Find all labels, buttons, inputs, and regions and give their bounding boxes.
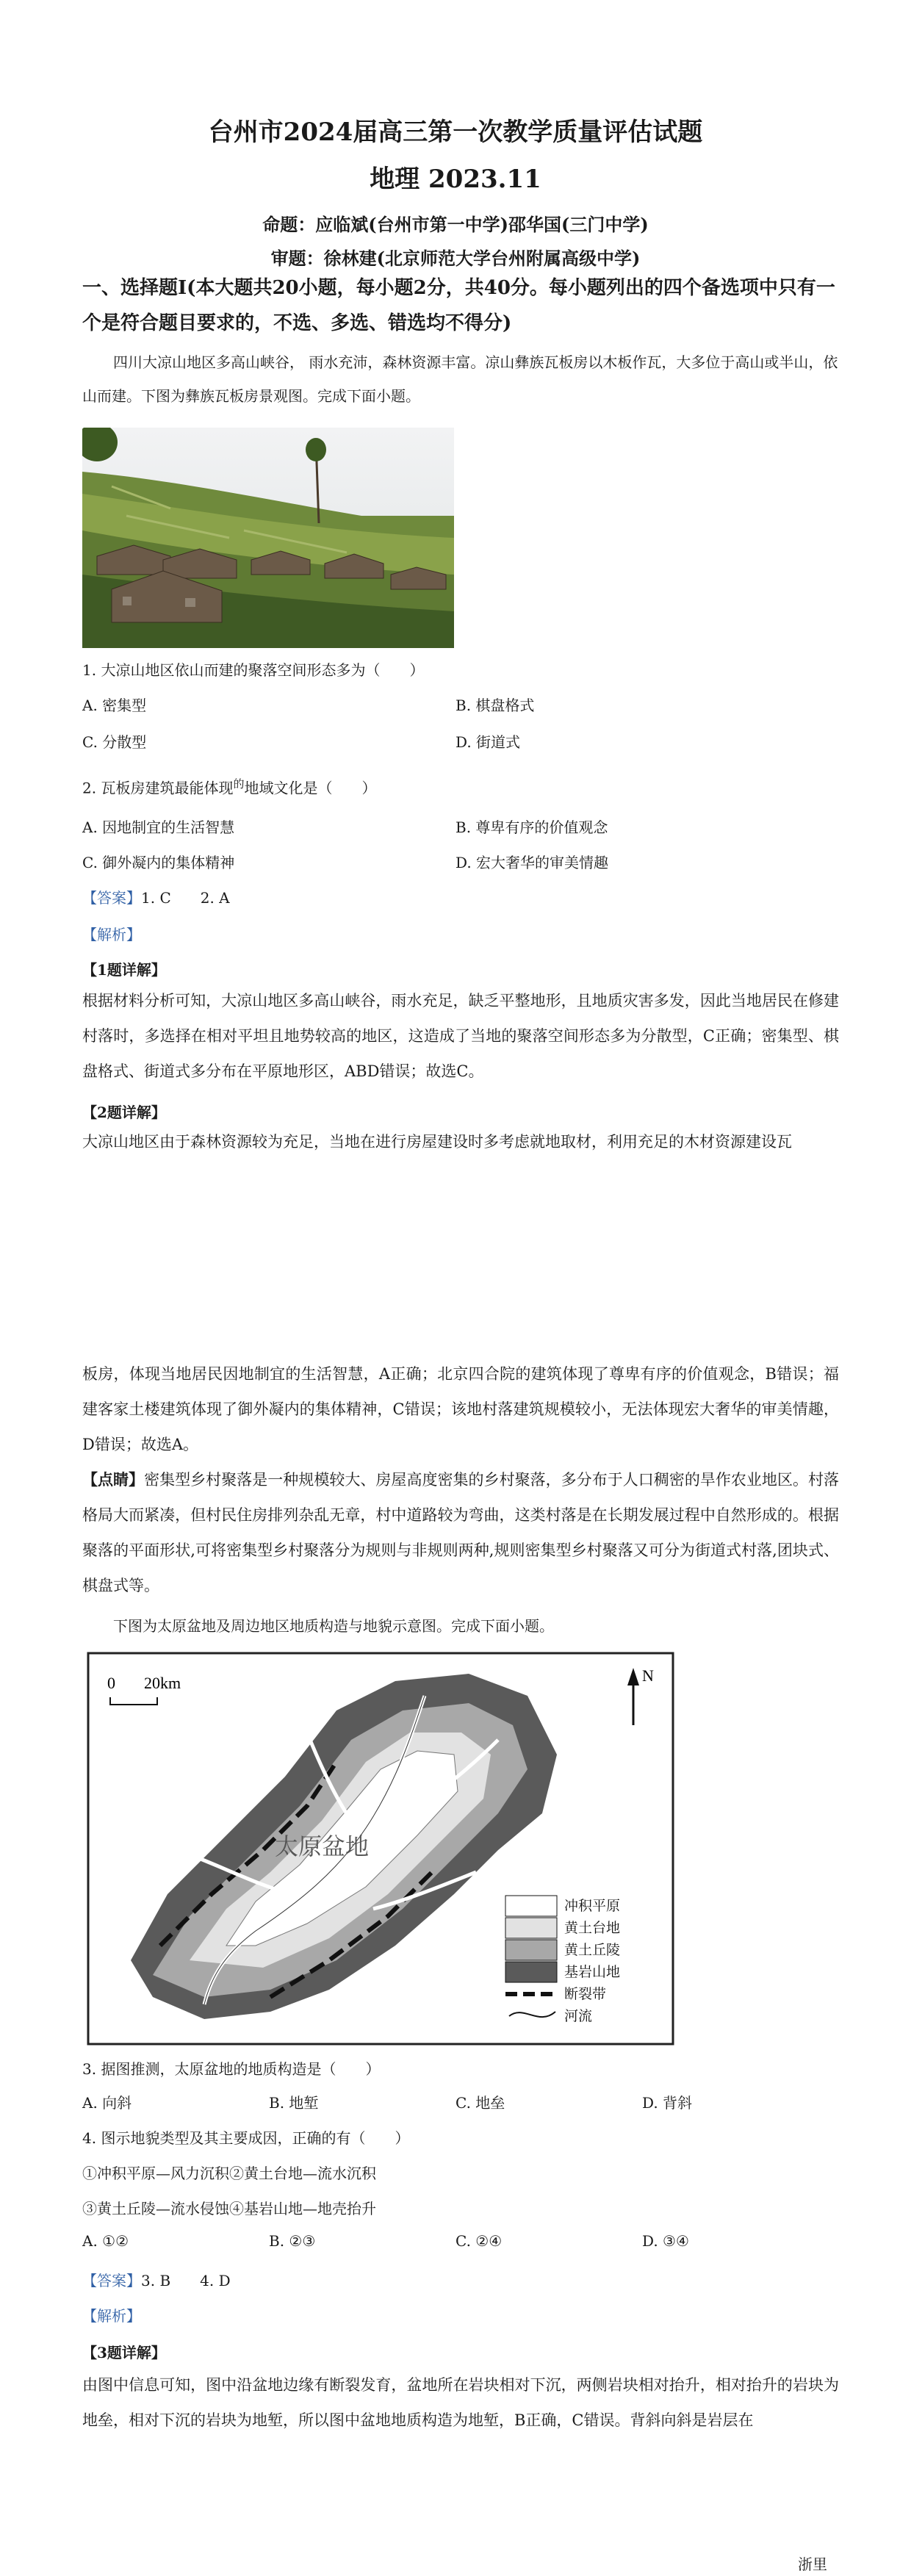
author-line-1: 命题：应临斌(台州市第一中学)邵华国(三门中学) [262, 214, 649, 235]
geology-map-figure [87, 1652, 674, 2046]
legend-swatch-alluvial [505, 1896, 557, 1916]
detail-text-1: 根据材料分析可知，大凉山地区多高山峡谷，雨水充足，缺乏平整地形，且地质灾害多发，因此当地居民在修建村落时，多选择在相对平坦且地势较高的地区，这造成了当地的聚落空间形态多为分散型，C正确；密集型、棋盘格式、街道式多分布在平原地形区，ABD错误；故选C。 [82, 992, 839, 1080]
legend-swatch-bedrock [505, 1962, 557, 1982]
q2-option-a: A. 因地制宜的生活智慧 [82, 819, 235, 836]
q1-option-b: B. 棋盘格式 [455, 697, 535, 714]
q2-option-d: D. 宏大奢华的审美情趣 [455, 854, 609, 871]
section-heading-line-1: 一、选择题Ⅰ(本大题共20小题，每小题2分，共40分。每小题列出的四个备选项中只有一 [82, 277, 835, 299]
q2-stem-post: 地域文化是（ ） [244, 779, 377, 797]
intro-passage-1: 四川大凉山地区多高山峡谷， 雨水充沛，森林资源丰富。凉山彝族瓦板房以木板作瓦，大多位于高山或半山，依山而建。下图为彝族瓦板房景观图。完成下面小题。 [82, 353, 838, 405]
q2-stem-pre: 2. 瓦板房建筑最能体现 [82, 779, 234, 797]
detail-label-2: 【2题详解】 [82, 1104, 166, 1121]
analysis-label-2: 【解析】 [82, 2307, 141, 2325]
legend-label-hills: 黄土丘陵 [564, 1942, 621, 1958]
q1-option-d: D. 街道式 [455, 733, 521, 751]
geology-map [87, 1652, 674, 2046]
q1-option-a: A. 密集型 [82, 697, 147, 714]
legend-label-bedrock: 基岩山地 [564, 1964, 621, 1980]
detail-text-2b: 板房，体现当地居民因地制宜的生活智慧，A正确；北京四合院的建筑体现了尊卑有序的价值观念，B错误；福建客家土楼建筑体现了御外凝内的集体精神，C错误；该地村落建筑规模较小，无法体现宏大奢华的审美情趣，D错误；故选A。 [82, 1365, 839, 1453]
legend-label-river: 河流 [564, 2008, 593, 2024]
q4-option-b: B. ②③ [269, 2232, 316, 2250]
scale-zero: 0 [107, 1674, 115, 1692]
answer-text-2: 3. B 4. D [141, 2272, 231, 2289]
q3-option-c: C. 地垒 [455, 2094, 505, 2112]
question-3-stem: 3. 据图推测，太原盆地的地质构造是（ ） [82, 2060, 381, 2078]
footer-watermark: 浙里 [798, 2555, 827, 2573]
exam-subtitle: 地理 2023.11 [370, 165, 541, 194]
question-4-stem: 4. 图示地貌类型及其主要成因，正确的有（ ） [82, 2129, 410, 2147]
legend-label-alluvial: 冲积平原 [564, 1898, 621, 1914]
q4-statement-line-1: ①冲积平原—风力沉积②黄土台地—流水沉积 [82, 2165, 376, 2182]
intro-passage-2: 下图为太原盆地及周边地区地质构造与地貌示意图。完成下面小题。 [113, 1617, 554, 1635]
q4-option-c: C. ②④ [455, 2232, 503, 2250]
detail-label-3: 【3题详解】 [82, 2344, 166, 2361]
question-1-stem: 1. 大凉山地区依山而建的聚落空间形态多为（ ） [82, 661, 425, 679]
legend-label-tableland: 黄土台地 [564, 1920, 621, 1936]
tip-text: 密集型乡村聚落是一种规模较大、房屋高度密集的乡村聚落，多分布于人口稠密的旱作农业地区。村落格局大而紧凑，但村民住房排列杂乱无章，村中道路较为弯曲，这类村落是在长期发展过程中自然形成的。根据聚落的平面形状,可将密集型乡村聚落分为规则与非规则两种,规则密集型乡村聚落又可分为街道式村落,团块式、棋盘式等。 [82, 1471, 840, 1594]
legend-swatch-tableland [505, 1918, 557, 1938]
answer-label-2: 【答案】 [82, 2272, 141, 2289]
detail-text-3: 由图中信息可知，图中沿盆地边缘有断裂发育，盆地所在岩块相对下沉，两侧岩块相对抬升，相对抬升的岩块为地垒，相对下沉的岩块为地堑，所以图中盆地地质构造为地堑，B正确，C错误。背斜向斜是岩层在 [82, 2376, 839, 2429]
exam-title: 台州市2024届高三第一次教学质量评估试题 [208, 118, 703, 147]
q3-option-d: D. 背斜 [642, 2094, 693, 2112]
section-heading [82, 270, 839, 341]
legend-swatch-hills [505, 1940, 557, 1960]
legend-label-fault: 断裂带 [564, 1986, 607, 2002]
q4-option-a: A. ①② [82, 2232, 129, 2250]
author-line-2: 审题：徐林建(北京师范大学台州附属高级中学) [270, 248, 641, 269]
north-label: N [642, 1666, 654, 1685]
analysis-label-1: 【解析】 [82, 926, 141, 943]
q3-option-b: B. 地堑 [269, 2094, 319, 2112]
q4-option-d: D. ③④ [642, 2232, 689, 2250]
section-heading-line-2: 个是符合题目要求的，不选、多选、错选均不得分) [82, 312, 512, 334]
detail-label-1: 【1题详解】 [82, 961, 166, 979]
tip-block [82, 1462, 839, 1603]
scale-label: 20km [144, 1674, 181, 1692]
village-photo [82, 428, 454, 648]
q1-option-c: C. 分散型 [82, 733, 147, 751]
q2-option-c: C. 御外凝内的集体精神 [82, 854, 235, 871]
detail-text-2a: 大凉山地区由于森林资源较为充足，当地在进行房屋建设时多考虑就地取材，利用充足的木材资源建设瓦 [82, 1133, 792, 1151]
q3-option-a: A. 向斜 [82, 2094, 132, 2112]
village-photo-image [82, 428, 454, 648]
question-2-stem [82, 776, 376, 798]
answer-text-1: 1. C 2. A [141, 889, 230, 907]
answer-label-1: 【答案】 [82, 889, 141, 907]
answer-block-2 [82, 2269, 231, 2290]
basin-label: 太原盆地 [275, 1832, 370, 1860]
q2-option-b: B. 尊卑有序的价值观念 [455, 819, 608, 836]
q4-statement-line-2: ③黄土丘陵—流水侵蚀④基岩山地—地壳抬升 [82, 2200, 376, 2217]
tip-label: 【点睛】 [82, 1470, 145, 1489]
q2-stem-sup: 的 [233, 777, 245, 791]
answer-block-1 [82, 886, 230, 907]
